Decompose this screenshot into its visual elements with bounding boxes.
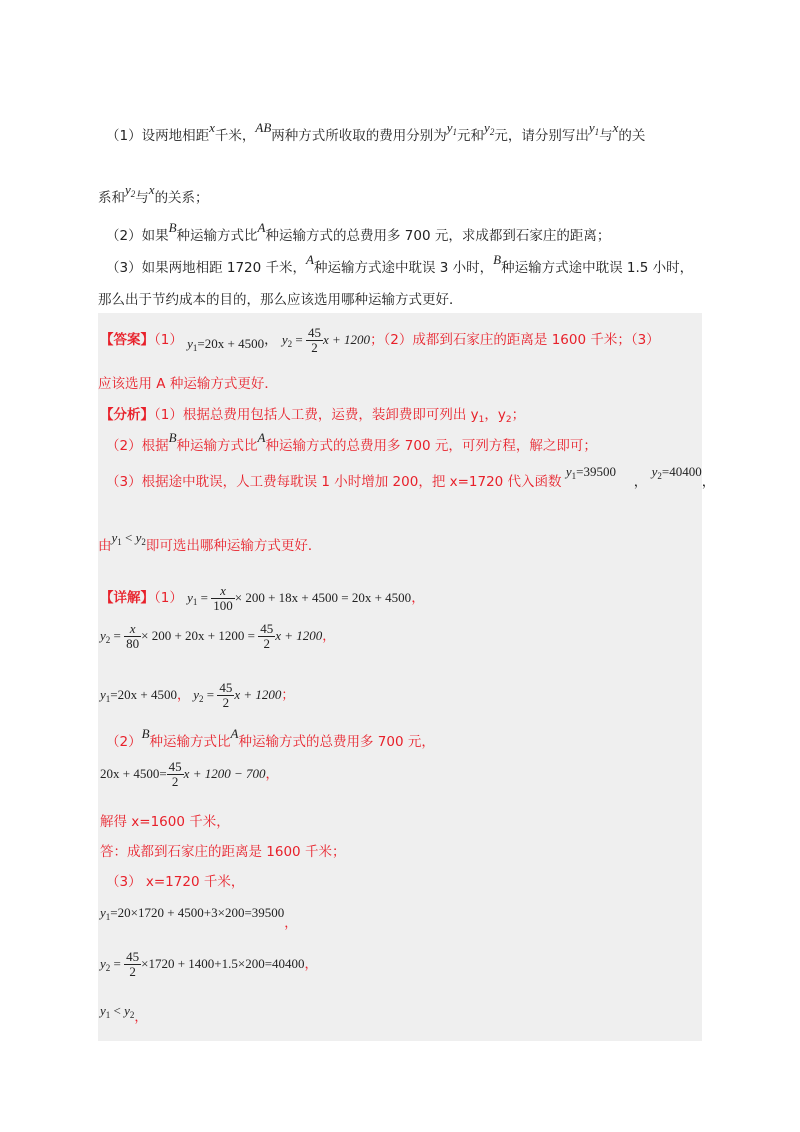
answer-line1: 【答案】（1） $y_1=20x + 4500$， $y_2$ = $\frac{45}{2}$ x + 1200；（2）成都到石家庄的距离是 1600 千米；（3）	[100, 325, 660, 356]
question-part1-line1: （1）设两地相距x千米，AB两种方式所收取的费用分别为$y_1$元和$y_2$元，请分别写出$y_1$与x的关	[106, 120, 646, 144]
question-part2: （2）如果B种运输方式比A种运输方式的总费用多 700 元，求成都到石家庄的距离；	[106, 220, 611, 244]
analysis-line4: 由$y_1 < y_2$即可选出哪种运输方式更好．	[98, 530, 322, 554]
detail-line2: $y_2$ = $\frac{x}{80}$ × 200 + 20x + 1200 = $\frac{45}{2}$ x + 1200，	[100, 621, 336, 652]
detail-line1: 【详解】（1） $y_1$ = $\frac{x}{100}$ × 200 + 18x + 4500 = 20x + 4500，	[100, 583, 425, 614]
analysis-line3: （3）根据途中耽误，人工费每耽误 1 小时增加 200，把 x=1720 代入函数 $y_1=39500$ ， $y_2=40400$，	[106, 464, 716, 490]
analysis-line2: （2）根据B种运输方式比A种运输方式的总费用多 700 元，可列方程，解之即可；	[106, 430, 597, 454]
detail-line8: （3） x=1720 千米，	[106, 874, 245, 890]
question-part1-line2: 系和$y_2$与x的关系；	[98, 182, 209, 206]
detail-line10: $y_2$ = $\frac{45}{2}$ ×1720 + 1400+1.5×200=40400，	[100, 949, 318, 980]
detail-line6: 解得 x=1600 千米，	[100, 814, 230, 830]
detail-line4: （2）B种运输方式比A种运输方式的总费用多 700 元，	[106, 726, 435, 750]
detail-line11: $y_1 < y_2$，	[100, 1003, 148, 1025]
detail-line9: $y_1=20\times 1720 + 4500+3\times 200=39500$，	[100, 905, 298, 931]
answer-line2: 应该选用 A 种运输方式更好．	[98, 376, 278, 392]
detail-line5: 20x + 4500= $\frac{45}{2}$ x + 1200 − 700，	[100, 759, 279, 790]
detail-line3: $y_1=20x + 4500$， $y_2$ = $\frac{45}{2}$ x + 1200；	[100, 680, 295, 711]
detail-line7: 答：成都到石家庄的距离是 1600 千米；	[100, 844, 346, 860]
question-part3-line1: （3）如果两地相距 1720 千米，A种运输方式途中耽误 3 小时，B种运输方式途中耽误 1.5 小时，	[106, 252, 694, 276]
question-part3-line2: 那么出于节约成本的目的，那么应该选用哪种运输方式更好．	[98, 292, 463, 308]
analysis-line1: 【分析】（1）根据总费用包括人工费，运费，装卸费即可列出 $y_1$，$y_2$；	[100, 407, 526, 425]
